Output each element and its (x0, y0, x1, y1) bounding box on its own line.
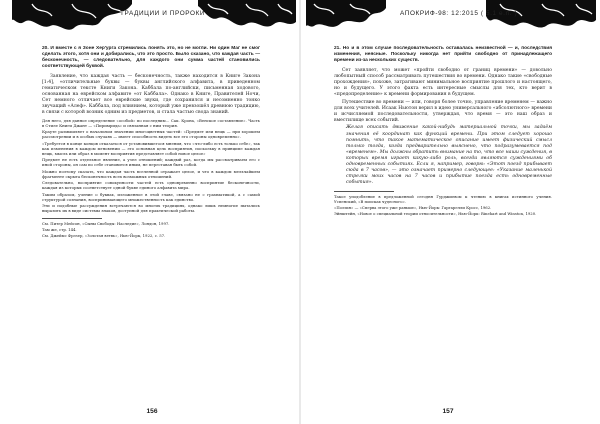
ornament-right-top (486, 0, 596, 34)
text-block (42, 46, 260, 240)
right-page (300, 0, 600, 424)
body-paragraph-small: «Требуется в конце концов отказаться от установившегося мнения, что «что-либо есть только себе», так как изменения в каждом мгновении — это основная цель восприятия, поскольку в принципе каждая вещь, мысль или образ в момент восприятия представляет собой новое целое» (42, 140, 260, 156)
running-head: ТРАДИЦИИ И ПРОРОКИ (120, 10, 206, 17)
body-paragraph-small: Крауте размышляет о начальном значении многоцветных частей: «Предмет или вещь — при хорошем рассмотрении и в особых случаях — имеет способность видеть все его стороны одновременно». (42, 129, 260, 140)
body-paragraph-small: Следовательно, восприятие совокупности частей есть одновременно восприятие бесконечности, каждая из которых соответствует одной букве единого алфавита мира. (42, 180, 260, 191)
body-paragraph: Заявление, что каждая часть — бесконечность, также находится в Книге Закона [1:4], «отличительные буквы — буквы английского алфавита, в приведенном гематическом тексте Книги Закона. Каббала по-английски, письменная ходового, основанная на еврейском алфавите «от Каббала». Однако в Книге, Правителей Ночи, Сет немного отличает все еврейские звуки, где сохранился и несомненно тонко звучащий «Алеф». Каббала, под влиянием, который уже превзошёл древнюю традицию, в связи с которой возник одним из предметов, и стала частью свода знаний. (42, 74, 260, 115)
footnote: См. Питер Мейсон, «Сыны Свободы: Наследие», Лондон, 1997. (42, 221, 170, 227)
body-paragraph-small: Эти и подобные рассуждения встречаются во многих традициях, однако лишь немногие пытались выразить их в виде системы знаков, доступной для практической работы. (42, 203, 260, 214)
text-block (334, 46, 552, 218)
footnote: Такое уподобление в предложенной сегодня Гурджиевом к чтению в книгах истинного учения. Успенский, «В поисках чудесного». (334, 194, 552, 205)
page-number: 156 (146, 408, 158, 415)
footnote: Там же, стр. 144. (42, 227, 77, 233)
ornament-left-top-right (198, 0, 296, 34)
body-paragraph-small: Таким образом, учение о буквах, изложенное в этой главе, связано не с грамматикой, а с самой структурой сознания, воспринимающего множественность как единство. (42, 191, 260, 202)
body-paragraph-small: Для него, для данное определение «особой» по последним... Сак. Крона, «Венское составление». Часть в Стиле Книги Джант — «Пиримрида» и связанная с ним теория. (42, 117, 260, 128)
question-paragraph: 21. Но и в этом случае последовательность оставалась неизвестной — и, последствия изменения, неясные. Поскольку никогда нет прийти свободно от принадлежащего времени из-за нескольких существ. (334, 46, 552, 64)
body-paragraph: Путешествие во времени — или, говоря более точно, управление временем — важно для всех учителей. Исаак Ньютон верил в идею универсального «абсолютного» времени и исчисляемой последовательности, утверждая, что время — это наш образ и вместилище всех событий. (334, 99, 552, 123)
ornament-right-top-left (306, 0, 386, 34)
page-number: 157 (442, 408, 454, 415)
running-head: АПОКРИФ-98: 12:2015 ( 5.1 e.n. ) (400, 10, 518, 17)
footnote: См. Джеймс Фрэзер, «Золотая ветвь», Нью-Йорк, 1922, с. 57. (42, 233, 166, 239)
footnote-rule (42, 218, 102, 219)
block-quote: Желая описать движение какой-нибудь материальной точки, мы задаём значения её координат как функций времени. При этом следует хорошо помнить, что такое математическое описание имеет физический смысл только тогда, когда предварительно выяснено, что подразумевается под «временем». Мы должны обратить внимание на то, что все наши суждения, в которых время играет какую-либо роль, всегда являются суждениями об одновременных событиях. Если я, например, говорю: «Этот поезд прибывает сюда в 7 часов», — это означает примерно следующее: «Указание маленькой стрелки моих часов на 7 часов и прибытие поезда есть одновременные события». (346, 125, 552, 186)
body-paragraph: Сет заявляет, что может «пройти свободно от границ времени» — довольно любопытный способ рассматривать путешествия во времени. Однако такие «свободные прохождения», похоже, затрагивают минимальное восприятие прошлого и настоящего, но и будущего. У этого факта есть интересные смыслы для тех, кто верит в «предопределение» к времени формирования в будущем. (334, 68, 552, 97)
body-paragraph-small: Можно поэтому сказать, что каждая часть вселенной отражает целое, и что в каждом мельчайшем фрагменте скрыта бесконечность всех возможных отношений. (42, 168, 260, 179)
footnote-rule (334, 191, 394, 192)
footnote: «Поэзия» — «Сперва этого уже раньше», Нью-Йорк: Гаргарелли Кросс, 1962. (334, 205, 492, 211)
body-paragraph-small: Предмет не есть отдельное явление, а узел отношений; каждый раз, когда мы рассматриваем его с иной стороны, он сам по себе становится иным, не переставая быть собой. (42, 157, 260, 168)
footnote: Эйнштейн, «Новое о специальной теории относительности», Нью-Йорк: Rinehart and Winston, 1920. (334, 211, 537, 217)
question-paragraph: 20. И вместе с я Зоне Хер'урга стремились понять это, но не могли. Ни один Маг не смог сделать этого, хотя они и добирались, что это просто. Было сказано, что каждая часть — бесконечность, — следовательно, для каждого они сумма частей становились соответствующей буквой. (42, 46, 260, 70)
ornament-left-top (12, 0, 132, 34)
